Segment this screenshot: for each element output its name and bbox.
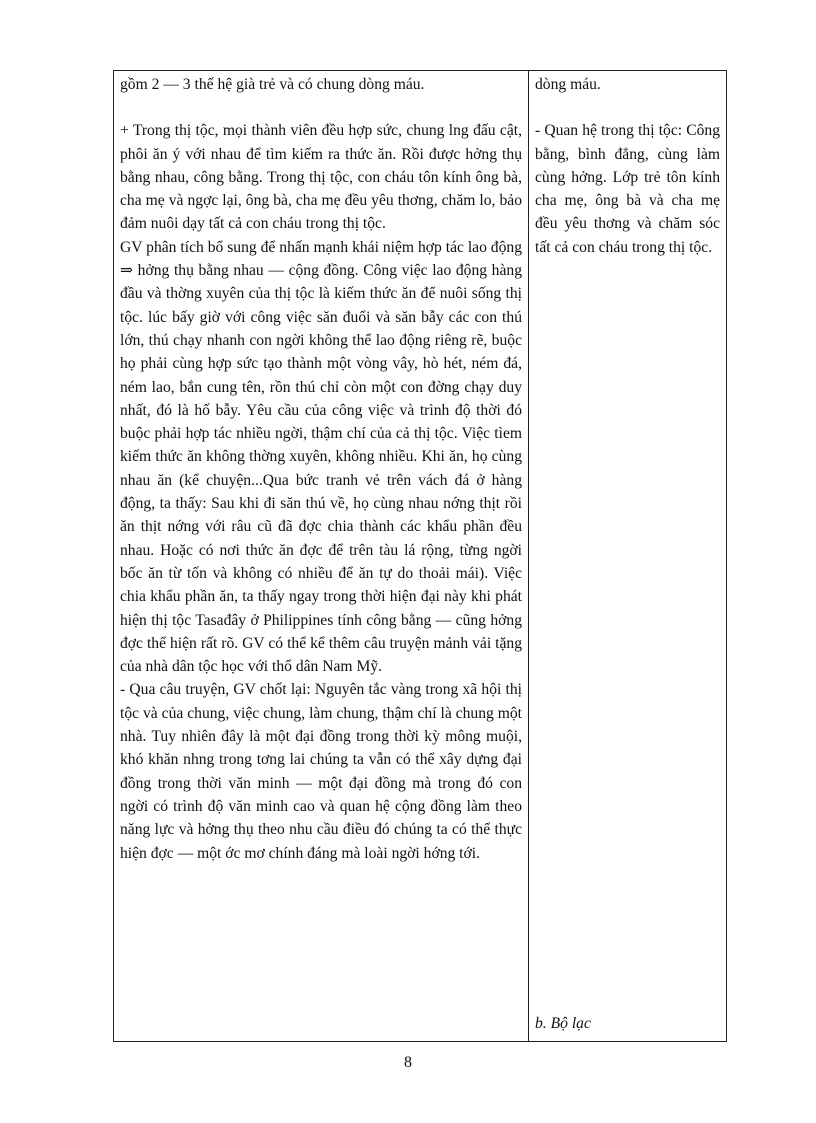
- main-paragraph: - Qua câu truyện, GV chốt lại: Nguyên tắc vàng trong xã hội thị tộc và của chung, việc chung, làm chung, thậm chí là chung một nhà. Tuy nhiên đây là một đại đồng trong thời kỳ mông muội, khó khăn nhng trong tơng lai chúng ta vẫn có thể xây dựng đại đồng trong thời văn minh — một đại đồng mà trong đó con ngời có trình độ văn minh cao và quan hệ cộng đồng làm theo năng lực và hởng thụ theo nhu cầu điều đó chúng ta có thể thực hiện đợc — một ớc mơ chính đáng mà loài ngời hớng tới.: [120, 681, 522, 862]
- content-table: [113, 70, 727, 1042]
- main-content-column: [114, 71, 529, 1041]
- section-heading: b. Bộ lạc: [535, 1015, 591, 1032]
- paragraph-gap: [120, 96, 522, 119]
- page-number: 8: [404, 1054, 412, 1071]
- side-paragraph: - Quan hệ trong thị tộc: Công bằng, bình đẳng, cùng làm cùng hởng. Lớp trẻ tôn kính cha mẹ, ông bà và cha mẹ đều yêu thơng và chăm sóc tất cả con cháu trong thị tộc.: [535, 122, 720, 256]
- side-note-column: [529, 71, 726, 1041]
- main-paragraph: GV phân tích bổ sung để nhấn mạnh khái niệm hợp tác lao động ⇒ hởng thụ bằng nhau — cộng đồng. Công việc lao động hàng đầu và thờng xuyên của thị tộc là kiếm thức ăn để nuôi sống thị tộc. lúc bấy giờ với công việc săn đuổi và săn bẫy các con thú lớn, thú chạy nhanh con ngời không thể lao động riêng rẽ, buộc họ phải cùng hợp sức tạo thành một vòng vây, hò hét, ném đá, ném lao, bắn cung tên, rồn thú chỉ còn một con đờng chạy duy nhất, đó là hố bẫy. Yêu cầu của công việc và trình độ thời đó buộc phải hợp tác nhiều ngời, thậm chí của cả thị tộc. Việc tìem kiếm thức ăn không thờng xuyên, không nhiều. Khi ăn, họ cùng nhau ăn (kể chuyện...Qua bức tranh vẻ trên vách đá ở hàng động, ta thấy: Sau khi đi săn thú về, họ cùng nhau nớng thịt rồi ăn thịt nớng với râu cũ đã đợc chia thành các khẩu phần đều nhau. Hoặc có nơi thức ăn đợc để trên tàu lá rộng, từng ngời bốc ăn từ tốn và không có nhiều để ăn tự do thoải mái). Việc chia khẩu phần ăn, ta thấy ngay trong thời hiện đại này khi phát hiện thị tộc Tasađây ở Philippines tính công bằng — cũng hởng đợc thể hiện rất rõ. GV có thể kể thêm câu truyện mảnh vải tặng của nhà dân tộc học với thổ dân Nam Mỹ.: [120, 238, 522, 676]
- main-text-line: gồm 2 — 3 thế hệ già trẻ và có chung dòng máu.: [120, 76, 425, 93]
- paragraph-gap: [535, 96, 720, 119]
- main-paragraph: + Trong thị tộc, mọi thành viên đều hợp sức, chung lng đấu cật, phôi ăn ý với nhau để tìm kiếm ra thức ăn. Rồi được hởng thụ bằng nhau, công bằng. Trong thị tộc, con cháu tôn kính ông bà, cha mẹ và ngợc lại, ông bà, cha mẹ đều yêu thơng, chăm lo, bảo đảm nuôi dạy tất cả con cháu trong thị tộc.: [120, 122, 522, 233]
- side-text-line: dòng máu.: [535, 76, 601, 93]
